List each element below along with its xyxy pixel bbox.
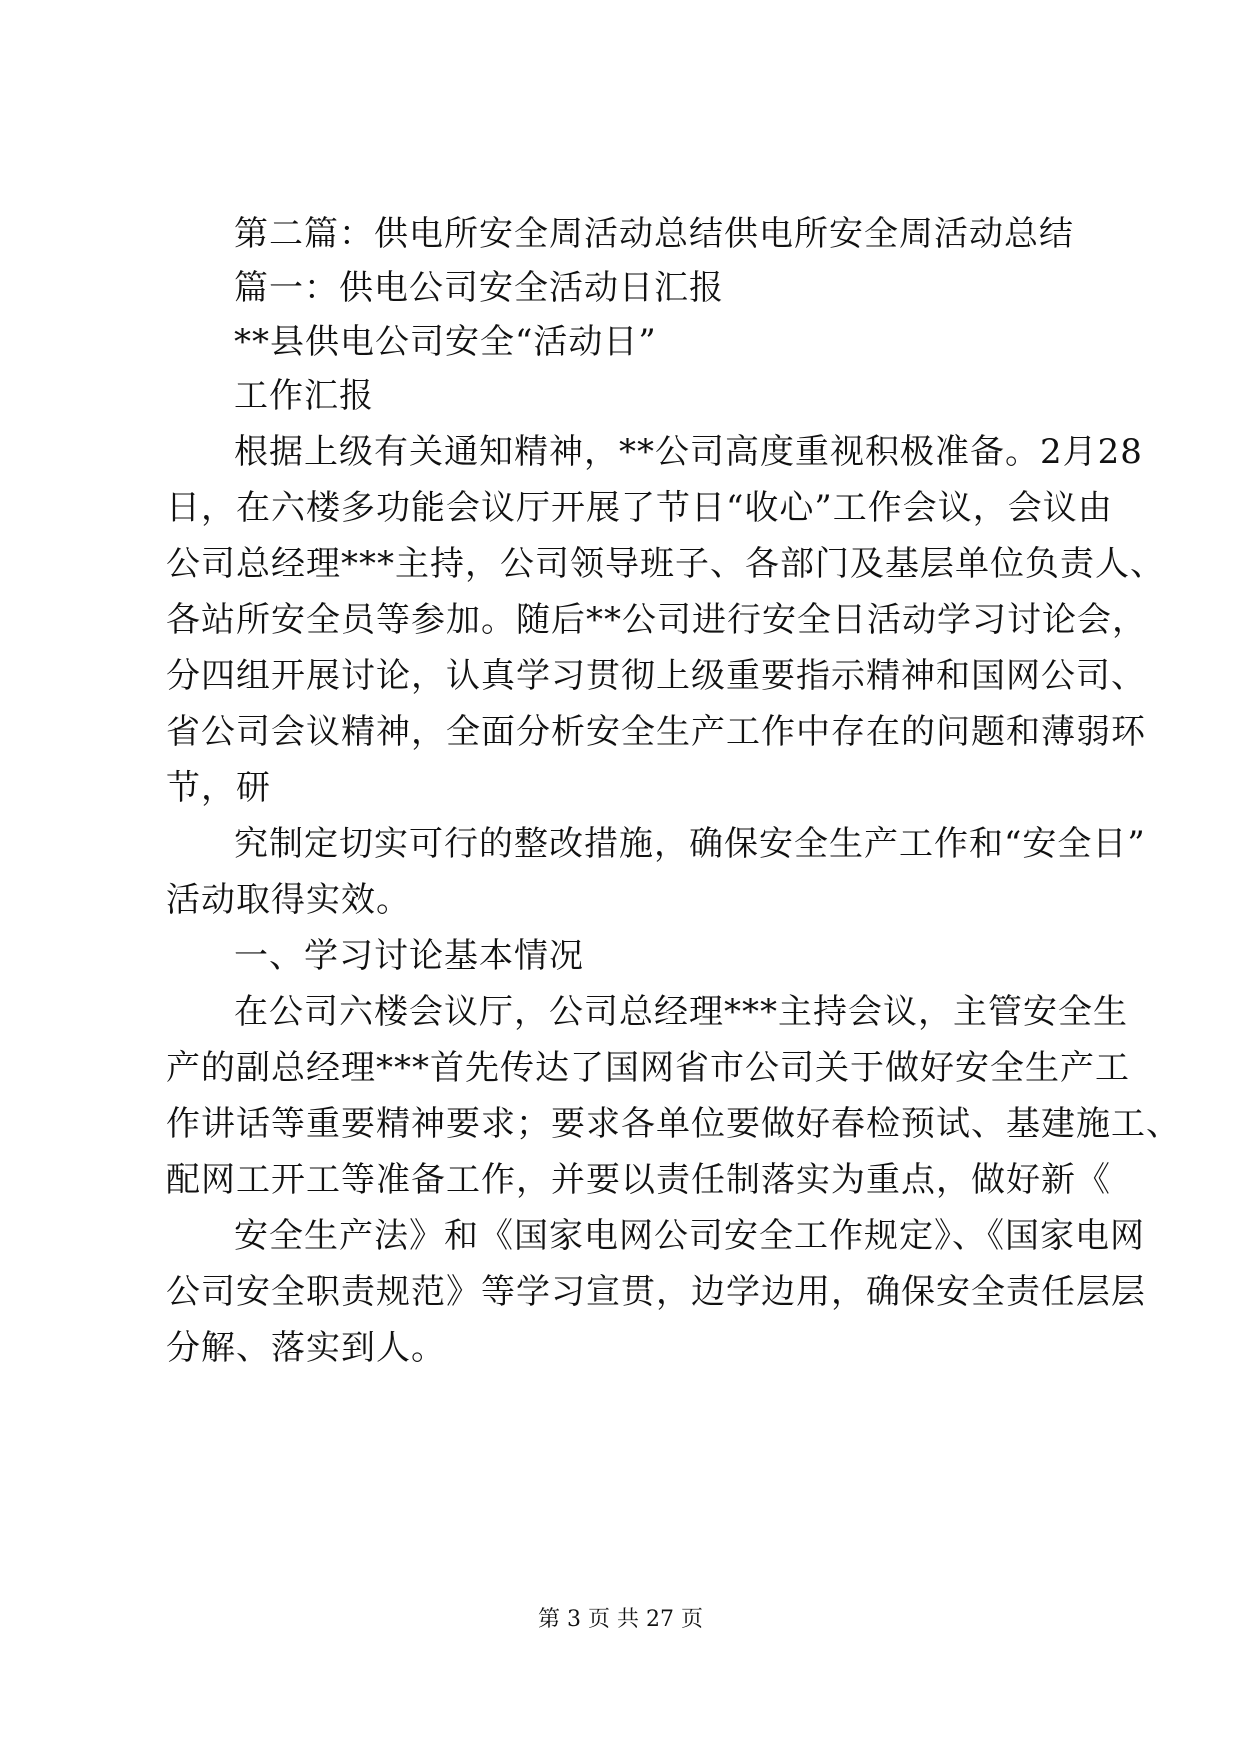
- body-line: 分解、落实到人。: [166, 1328, 446, 1368]
- body-line: 活动取得实效。: [166, 880, 411, 920]
- body-line: 作讲话等重要精神要求；要求各单位要做好春检预试、基建施工、: [166, 1104, 1181, 1144]
- report-subtitle: 工作汇报: [234, 376, 374, 416]
- body-line: 配网工开工等准备工作，并要以责任制落实为重点，做好新《: [166, 1160, 1111, 1200]
- body-line: 省公司会议精神，全面分析安全生产工作中存在的问题和薄弱环: [166, 712, 1146, 752]
- body-line: 根据上级有关通知精神，**公司高度重视积极准备。2月28: [234, 432, 1143, 472]
- report-title: **县供电公司安全“活动日”: [234, 322, 657, 362]
- chapter-title: 第二篇：供电所安全周活动总结供电所安全周活动总结: [234, 214, 1074, 254]
- page-number-footer: 第 3 页 共 27 页: [538, 1607, 703, 1632]
- body-line: 节，研: [166, 768, 271, 808]
- body-line: 在公司六楼会议厅，公司总经理***主持会议，主管安全生: [234, 992, 1128, 1032]
- body-line: 公司安全职责规范》等学习宣贯，边学边用，确保安全责任层层: [166, 1272, 1146, 1312]
- body-line: 日，在六楼多功能会议厅开展了节日“收心”工作会议，会议由: [166, 488, 1113, 528]
- body-line: 公司总经理***主持，公司领导班子、各部门及基层单位负责人、: [166, 544, 1165, 584]
- body-line: 安全生产法》和《国家电网公司安全工作规定》、《国家电网: [234, 1216, 1145, 1256]
- section-title: 篇一：供电公司安全活动日汇报: [234, 268, 724, 308]
- body-line: 分四组开展讨论，认真学习贯彻上级重要指示精神和国网公司、: [166, 656, 1146, 696]
- section-heading: 一、学习讨论基本情况: [234, 936, 584, 976]
- body-line: 各站所安全员等参加。随后**公司进行安全日活动学习讨论会，: [166, 600, 1147, 640]
- body-line: 究制定切实可行的整改措施，确保安全生产工作和“安全日”: [234, 824, 1146, 864]
- body-line: 产的副总经理***首先传达了国网省市公司关于做好安全生产工: [166, 1048, 1130, 1088]
